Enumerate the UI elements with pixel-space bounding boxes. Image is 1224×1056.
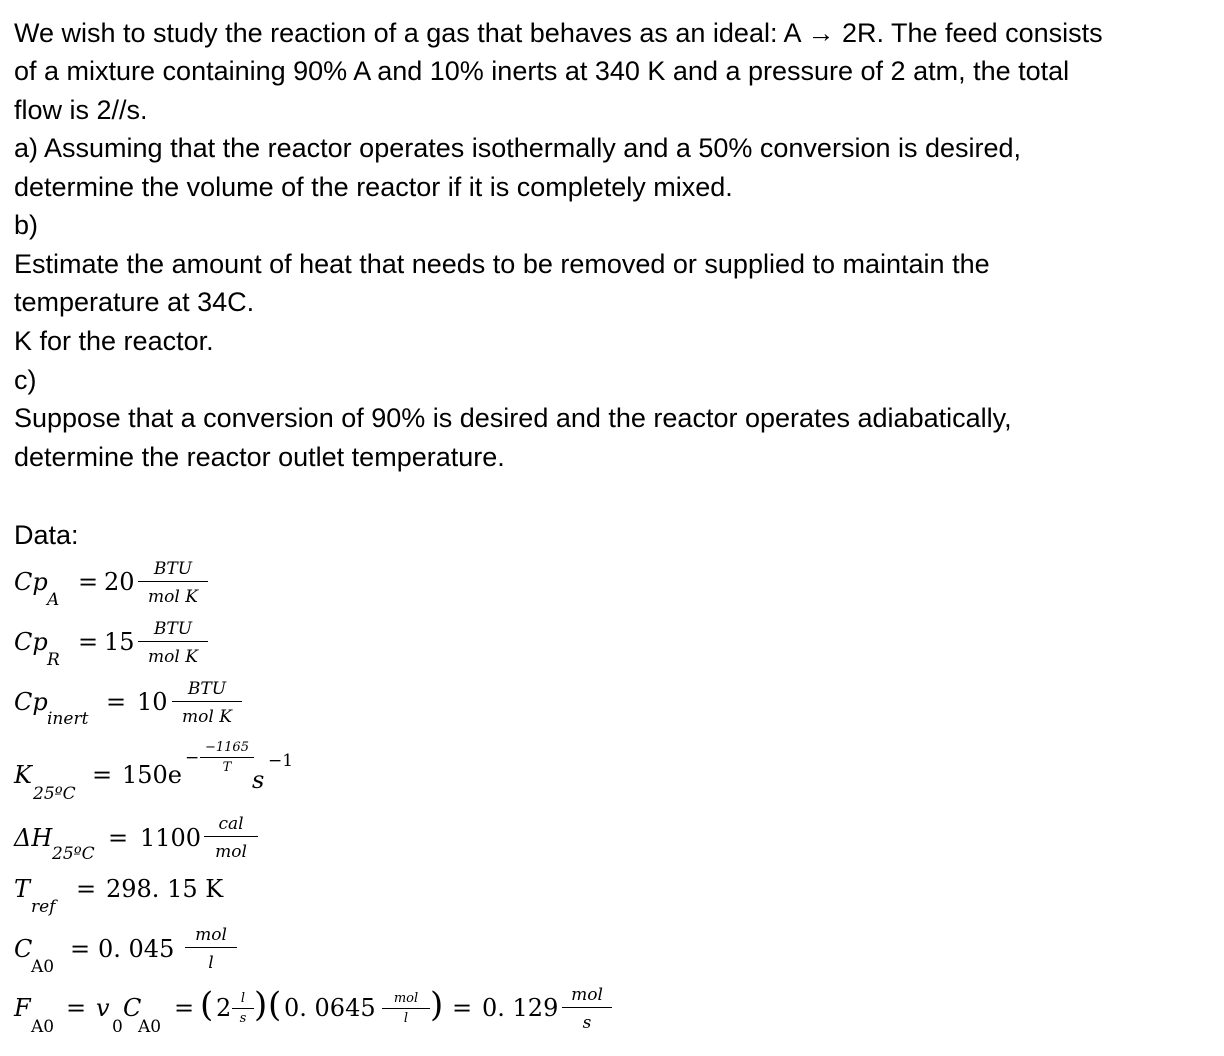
t-ref-symbol: T — [14, 875, 31, 903]
f-a0-term2-denominator: l — [403, 1011, 409, 1026]
c-a0-symbol: C — [14, 935, 33, 963]
k-equals: = — [92, 761, 113, 789]
part-b-line-3: K for the reactor. — [14, 326, 214, 356]
f-a0-right-paren-2: ) — [430, 985, 444, 1025]
cp-a-value: 20 — [104, 568, 135, 596]
delta-h-symbol: ΔH — [14, 824, 53, 852]
f-a0-v-symbol: v — [96, 994, 110, 1022]
c-a0-unit-denominator: l — [208, 953, 214, 973]
cp-inert-equals: = — [106, 688, 127, 716]
f-a0-result-fraction-bar — [562, 1007, 612, 1008]
problem-line-2: of a mixture containing 90% A and 10% inerts at 340 K and a pressure of 2 atm, the total — [14, 56, 1070, 86]
delta-h-equals: = — [108, 824, 129, 852]
cp-a-equals: = — [78, 568, 99, 596]
cp-inert-unit-denominator: mol K — [182, 707, 232, 727]
f-a0-result-denominator: s — [582, 1013, 592, 1033]
k-value: 150e — [122, 761, 183, 789]
f-a0-equals-3: = — [452, 994, 473, 1022]
cp-a-symbol: Cp — [14, 568, 48, 596]
part-b-label: b) — [14, 210, 39, 240]
cp-r-value: 15 — [104, 628, 135, 656]
k-unit: s — [252, 766, 265, 794]
problem-line-1: We wish to study the reaction of a gas that behaves as an ideal: A → 2R. The feed consists — [14, 18, 1103, 48]
t-ref-value: 298. 15 K — [106, 875, 224, 903]
cp-inert-unit-numerator: BTU — [187, 679, 227, 699]
k-exponent-numerator: −1165 — [205, 740, 249, 755]
f-a0-term2-numerator: mol — [393, 991, 419, 1006]
f-a0-result-value: 0. 129 — [482, 994, 559, 1022]
cp-r-subscript: R — [47, 650, 60, 670]
cp-inert-value: 10 — [137, 688, 168, 716]
f-a0-term1-value: 2 — [216, 994, 232, 1022]
k-subscript: 25ºC — [33, 784, 76, 804]
cp-r-equals: = — [78, 628, 99, 656]
k-exponent-minus: − — [185, 748, 200, 768]
cp-inert-symbol: Cp — [14, 688, 48, 716]
c-a0-value: 0. 045 — [98, 935, 175, 963]
f-a0-subscript: A0 — [31, 1017, 55, 1037]
delta-h-subscript: 25ºC — [52, 844, 95, 864]
part-a-line-1: a) Assuming that the reactor operates isothermally and a 50% conversion is desired, — [14, 133, 1022, 163]
delta-h-unit-denominator: mol — [215, 842, 247, 862]
f-a0-equals-1: = — [66, 994, 87, 1022]
cp-a-unit-numerator: BTU — [153, 559, 193, 579]
f-a0-term1-denominator: s — [239, 1011, 247, 1026]
part-c-line-1: Suppose that a conversion of 90% is desired and the reactor operates adiabatically, — [14, 403, 1012, 433]
f-a0-term2-value: 0. 0645 — [284, 994, 376, 1022]
cp-r-unit-denominator: mol K — [148, 647, 198, 667]
cp-inert-fraction-bar — [172, 701, 242, 702]
f-a0-left-paren-2: ( — [268, 985, 282, 1025]
delta-h-fraction-bar — [204, 836, 258, 837]
problem-line-3: flow is 2//s. — [14, 95, 148, 125]
cp-r-symbol: Cp — [14, 628, 48, 656]
f-a0-term1-fraction-bar — [232, 1008, 254, 1009]
part-b-line-1: Estimate the amount of heat that needs to be removed or supplied to maintain the — [14, 249, 990, 279]
part-c-line-2: determine the reactor outlet temperature. — [14, 442, 505, 472]
delta-h-value: 1100 — [140, 824, 202, 852]
c-a0-subscript: A0 — [31, 957, 55, 977]
cp-a-subscript: A — [47, 590, 60, 610]
f-a0-result-numerator: mol — [571, 985, 603, 1005]
f-a0-left-paren-1: ( — [200, 985, 214, 1025]
cp-r-fraction-bar — [138, 641, 208, 642]
f-a0-right-paren-1: ) — [254, 985, 268, 1025]
cp-a-unit-denominator: mol K — [148, 587, 198, 607]
k-symbol: K — [14, 761, 32, 789]
f-a0-equals-2: = — [174, 994, 195, 1022]
c-a0-equals: = — [70, 935, 91, 963]
k-exponent-denominator: T — [222, 760, 232, 775]
f-a0-c-subscript: A0 — [138, 1017, 162, 1037]
t-ref-subscript: ref — [31, 897, 56, 917]
f-a0-c-symbol: C — [123, 994, 142, 1022]
part-b-line-2: temperature at 34C. — [14, 287, 255, 317]
c-a0-fraction-bar — [185, 947, 237, 948]
f-a0-term1-numerator: l — [240, 991, 246, 1006]
k-exponent-fraction-bar — [200, 757, 254, 758]
part-a-line-2: determine the volume of the reactor if it is completely mixed. — [14, 172, 733, 202]
cp-inert-subscript: inert — [47, 709, 89, 729]
part-c-label: c) — [14, 365, 37, 395]
t-ref-equals: = — [76, 875, 97, 903]
c-a0-unit-numerator: mol — [195, 925, 227, 945]
cp-a-fraction-bar — [138, 581, 208, 582]
f-a0-v-subscript: 0 — [112, 1017, 123, 1037]
data-heading: Data: — [14, 520, 79, 550]
k-unit-exponent: −1 — [268, 751, 294, 771]
delta-h-unit-numerator: cal — [218, 814, 244, 834]
f-a0-term2-fraction-bar — [382, 1008, 430, 1009]
f-a0-symbol: F — [14, 994, 31, 1022]
cp-r-unit-numerator: BTU — [153, 619, 193, 639]
